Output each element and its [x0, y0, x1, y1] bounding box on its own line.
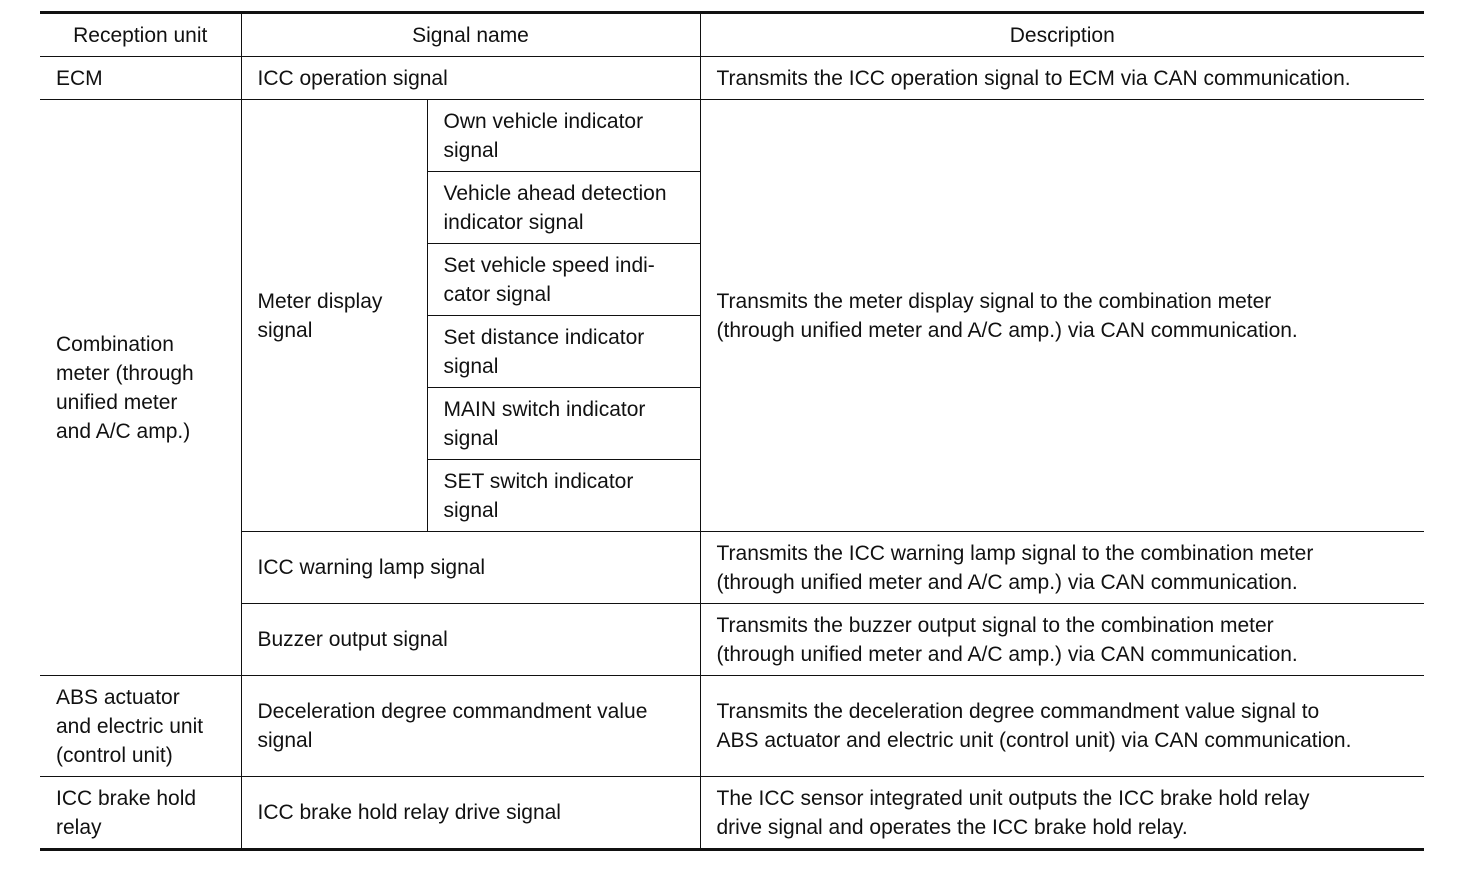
sub-signal-text: Vehicle ahead detection indicator signal	[443, 181, 667, 234]
description-cell	[700, 532, 1424, 604]
signal-name-text: ICC brake hold relay drive signal	[257, 801, 561, 824]
reception-unit-cell	[40, 676, 241, 777]
signal-name-text: Deceleration degree commandment value signal	[257, 700, 648, 752]
header-signal-name: Signal name	[241, 13, 700, 57]
description-cell	[700, 604, 1424, 676]
sub-signal-cell	[427, 316, 700, 388]
sub-signal-text: Own vehicle indicator signal	[443, 109, 644, 162]
signal-table	[40, 11, 1424, 851]
table-row	[40, 532, 1424, 604]
table-row	[40, 676, 1424, 777]
reception-unit-cell	[40, 57, 241, 100]
reception-unit-text: ECM	[56, 66, 103, 90]
description-cell	[700, 676, 1424, 777]
table-row	[40, 604, 1424, 676]
description-text: Transmits the buzzer output signal to the combination meter (through unified meter and A/C amp.) via CAN communication.	[716, 613, 1298, 666]
sub-signal-cell	[427, 388, 700, 460]
signal-name-cell	[241, 676, 700, 777]
signal-name-text: ICC operation signal	[257, 66, 448, 90]
table-header-row	[40, 13, 1424, 57]
description-cell	[700, 57, 1424, 100]
description-cell	[700, 100, 1424, 532]
signal-name-cell	[241, 100, 427, 532]
signal-name-cell	[241, 57, 700, 100]
reception-unit-text: ICC brake hold relay	[56, 786, 197, 839]
table-row	[40, 57, 1424, 100]
reception-unit-cell	[40, 100, 241, 676]
description-text: Transmits the meter display signal to the combination meter (through unified meter and A/C amp.) via CAN communication.	[716, 289, 1298, 342]
reception-unit-text: ABS actuator and electric unit (control unit)	[56, 685, 204, 767]
sub-signal-cell	[427, 172, 700, 244]
description-cell	[700, 777, 1424, 850]
sub-signal-cell	[427, 244, 700, 316]
description-text: Transmits the ICC warning lamp signal to the combination meter (through unified meter and A/C amp.) via CAN communication.	[716, 541, 1314, 594]
header-description: Description	[700, 13, 1424, 57]
description-text: The ICC sensor integrated unit outputs the ICC brake hold relay drive signal and operates the ICC brake hold relay.	[716, 786, 1310, 839]
description-text: Transmits the ICC operation signal to ECM via CAN communication.	[716, 66, 1351, 90]
sub-signal-text: Set distance indicator signal	[443, 325, 645, 378]
table-row	[40, 100, 1424, 172]
reception-unit-text: Combination meter (through unified meter and A/C amp.)	[56, 332, 194, 443]
signal-name-cell	[241, 604, 700, 676]
sub-signal-cell	[427, 460, 700, 532]
signal-name-cell	[241, 777, 700, 850]
reception-unit-cell	[40, 777, 241, 850]
description-text: Transmits the deceleration degree commandment value signal to ABS actuator and electric unit (control unit) via CAN communication.	[716, 700, 1352, 752]
signal-name-cell	[241, 532, 700, 604]
signal-name-text: ICC warning lamp signal	[257, 556, 486, 579]
table-row	[40, 777, 1424, 850]
sub-signal-text: MAIN switch indicator signal	[443, 397, 646, 450]
sub-signal-text: SET switch indicator signal	[443, 469, 634, 522]
signal-name-text: Meter display signal	[257, 289, 383, 342]
signal-name-text: Buzzer output signal	[257, 628, 448, 651]
sub-signal-cell	[427, 100, 700, 172]
sub-signal-text: Set vehicle speed indi- cator signal	[443, 253, 655, 306]
header-reception-unit: Reception unit	[40, 13, 241, 57]
